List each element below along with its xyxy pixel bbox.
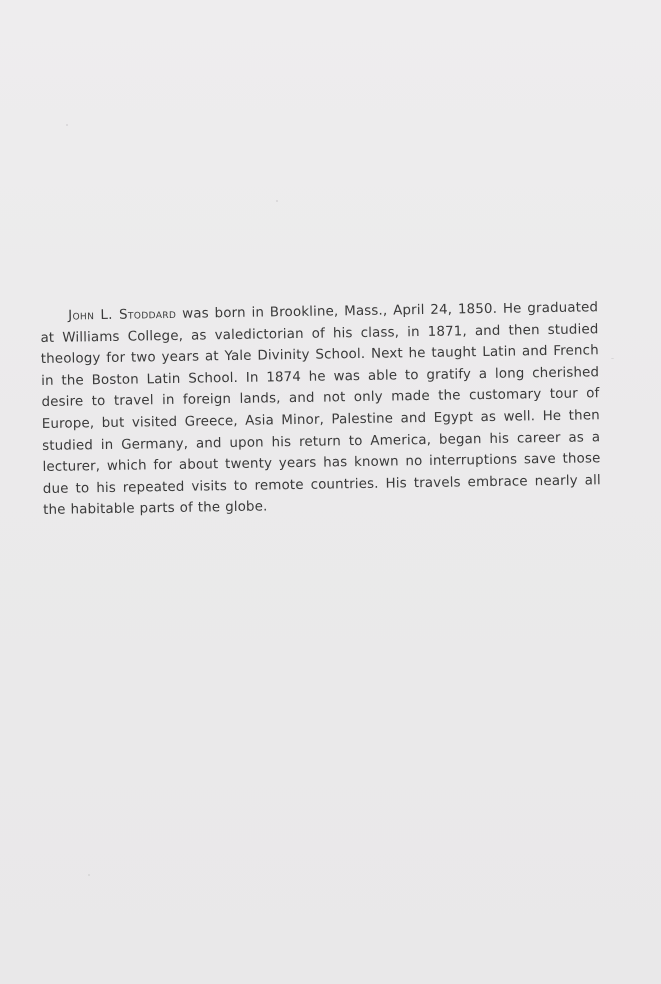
paper-speck xyxy=(88,874,90,876)
paper-speck xyxy=(276,200,278,202)
biography-paragraph xyxy=(40,297,601,522)
paper-speck xyxy=(66,124,68,126)
author-name: John L. Stoddard xyxy=(68,306,177,324)
biography-text: was born in Brookline, Mass., April 24, 1850. He graduated at Williams College, as valedictorian of his class, in 1871, and then studied theology for two years at Yale Divinity School. Next he taught Latin and French in the Boston Latin School. In 1874 he was able to gratify a long cherished desire to travel in foreign lands, and not only made the customary tour of Europe, but visited Greece, Asia Minor, Palestine and Egypt as well. He then studied in Germany, and upon his return to America, began his career as a lecturer, which for about twenty years has known no interruptions save those due to his repeated visits to remote countries. His travels embrace nearly all the habitable parts of the globe. xyxy=(40,300,601,519)
paper-speck xyxy=(611,358,614,359)
